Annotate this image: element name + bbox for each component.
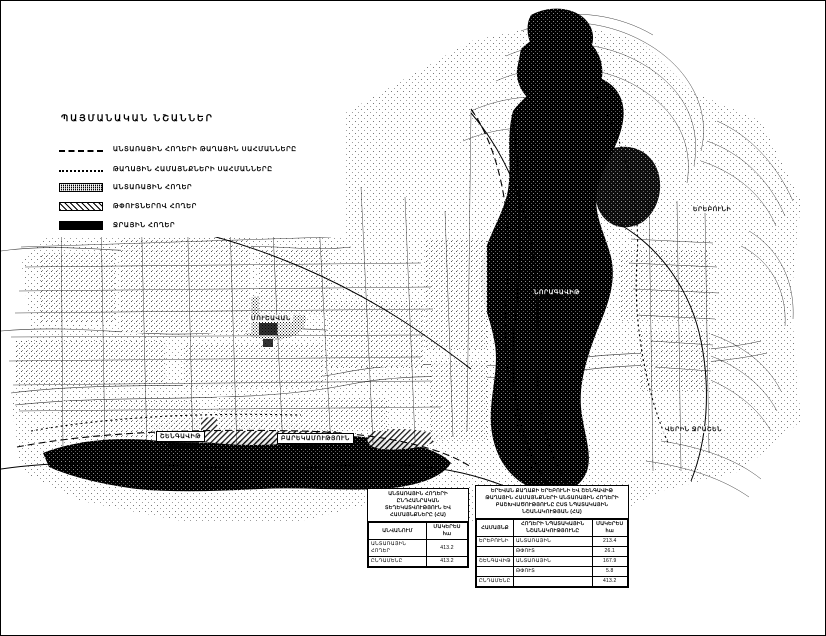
table-cell: ՇԵՆԳԱՎԻԹ: [477, 557, 514, 567]
table-cell: ԱՆՏԱՌԱՅԻՆ ՀՈՂԵՐ: [369, 540, 427, 557]
summary-table-left: [367, 488, 469, 568]
table-row: [477, 557, 628, 567]
map-label-verin-jrashen: ՎԵՐԻՆ ՋՐԱՇԵՆ: [665, 427, 723, 433]
hatched-fill-icon: [59, 202, 103, 211]
table-cell: ԹՓՈՒՏ: [513, 567, 592, 577]
table-cell: 5.8: [592, 567, 627, 577]
table-cell: [513, 577, 592, 587]
legend-item-forest-district-boundary: [59, 143, 297, 155]
legend-item-forest-land: [59, 181, 192, 193]
map-label-barekamutyun: ԲԱՐԵԿԱՄՈՒԹՅՈՒՆ: [277, 433, 354, 444]
table-cell: 413.2: [592, 577, 627, 587]
table-cell: ԸՆԴԱՄԵՆԸ: [369, 557, 427, 567]
table-col-header: ՀԱՄԱՅՆՔ: [477, 520, 514, 537]
table-cell: ԸՆԴԱՄԵՆԸ: [477, 577, 514, 587]
table: [368, 522, 468, 567]
table-header-row: [369, 523, 468, 540]
dotted-line-icon: [59, 170, 103, 172]
table-cell: 413.2: [427, 557, 468, 567]
table-header-row: [477, 520, 628, 537]
legend-item-shrub-land: [59, 200, 197, 212]
table-cell: [477, 547, 514, 557]
table-cell: ԱՆՏԱՌԱՅԻՆ: [513, 537, 592, 547]
legend-item-label: ԹՓՈՒՏՆԵՐՈՎ ՀՈՂԵՐ: [113, 203, 197, 210]
table-cell: 213.4: [592, 537, 627, 547]
table-cell: ԵՐԵԲՈՒՆԻ: [477, 537, 514, 547]
legend-item-water-land: [59, 219, 175, 231]
table-cell: ԱՆՏԱՌԱՅԻՆ: [513, 557, 592, 567]
legend-title: ՊԱՅՄԱՆԱԿԱՆ ՆՇԱՆՆԵՐ: [61, 113, 214, 123]
map-label-noragavit: ՆՈՐԱԳԱՎԻԹ: [534, 290, 580, 296]
table-row: [477, 547, 628, 557]
table-cell: ԹՓՈՒՏ: [513, 547, 592, 557]
table-col-header: ՄԱԿԵՐԵՍ հա: [592, 520, 627, 537]
map-label-mushavan: ՄՈՒՇԱՎԱՆ: [251, 316, 291, 322]
table-col-header: ՀՈՂԵՐԻ ՆՊԱՏԱԿԱՅԻՆ ՆՇԱՆԱԿՈՒԹՅՈՒՆԸ: [513, 520, 592, 537]
legend-item-label: ԱՆՏԱՌԱՅԻՆ ՀՈՂԵՐ: [113, 184, 193, 191]
legend-item-community-boundary: [59, 163, 273, 175]
table-row: [477, 577, 628, 587]
table-cell: 167.9: [592, 557, 627, 567]
table-col-header: ԱՆՎԱՆՈՒՄ: [369, 523, 427, 540]
table-cell: [477, 567, 514, 577]
table-row: [477, 567, 628, 577]
dense-fill-icon: [59, 183, 103, 192]
map-label-erebuni: ԵՐԵԲՈՒՆԻ: [693, 207, 732, 213]
table-row: [477, 537, 628, 547]
dashed-line-icon: [59, 150, 103, 152]
legend-item-label: ԹԱՂԱՅԻՆ ՀԱՄԱՅՆՔՆԵՐԻ ՍԱՀՄԱՆՆԵՐԸ: [113, 166, 273, 173]
table-caption: ԵՐԵՎԱՆ ՔԱՂԱՔԻ ԵՐԵԲՈՒՆԻ ԵՎ ՇԵՆԳԱՎԻԹ ԹԱՂԱՅԻՆ ՀԱՄԱՅՆՔՆԵՐԻ ԱՆՏԱՌԱՅԻՆ ՀՈՂԵՐԻ ԲԱՇԽՎԱԾՈՒԹՅՈՒՆԸ ԸՍՏ ՆՊԱՏԱԿԱՅԻՆ ՆՇԱՆԱԿՈՒԹՅԱՆ (ՀԱ): [476, 486, 628, 519]
legend-item-label: ՋՐԱՅԻՆ ՀՈՂԵՐ: [113, 222, 176, 229]
table-cell: 26.1: [592, 547, 627, 557]
table-caption: ԱՆՏԱՌԱՅԻՆ ՀՈՂԵՐԻ ԸՆԴՀԱՆՐԱԿԱՆ ՏԵՂԵԿԱՏՎՈՒԹՅՈՒՆ ԵՎ ՀԱՄԱՅՆՔՆԵՐԸ (ՀԱ): [368, 489, 468, 522]
legend-item-label: ԱՆՏԱՌԱՅԻՆ ՀՈՂԵՐԻ ԹԱՂԱՅԻՆ ՍԱՀՄԱՆՆԵՐԸ: [113, 146, 297, 153]
table-row: [369, 540, 468, 557]
summary-table-right: [475, 485, 629, 588]
table: [476, 519, 628, 587]
table-col-header: ՄԱԿԵՐԵՍ հա: [427, 523, 468, 540]
legend-panel: [1, 101, 345, 237]
table-row: [369, 557, 468, 567]
map-label-shengavit: ՇԵՆԳԱՎԻԹ: [156, 431, 205, 442]
solid-fill-icon: [59, 221, 103, 230]
table-cell: 413.2: [427, 540, 468, 557]
